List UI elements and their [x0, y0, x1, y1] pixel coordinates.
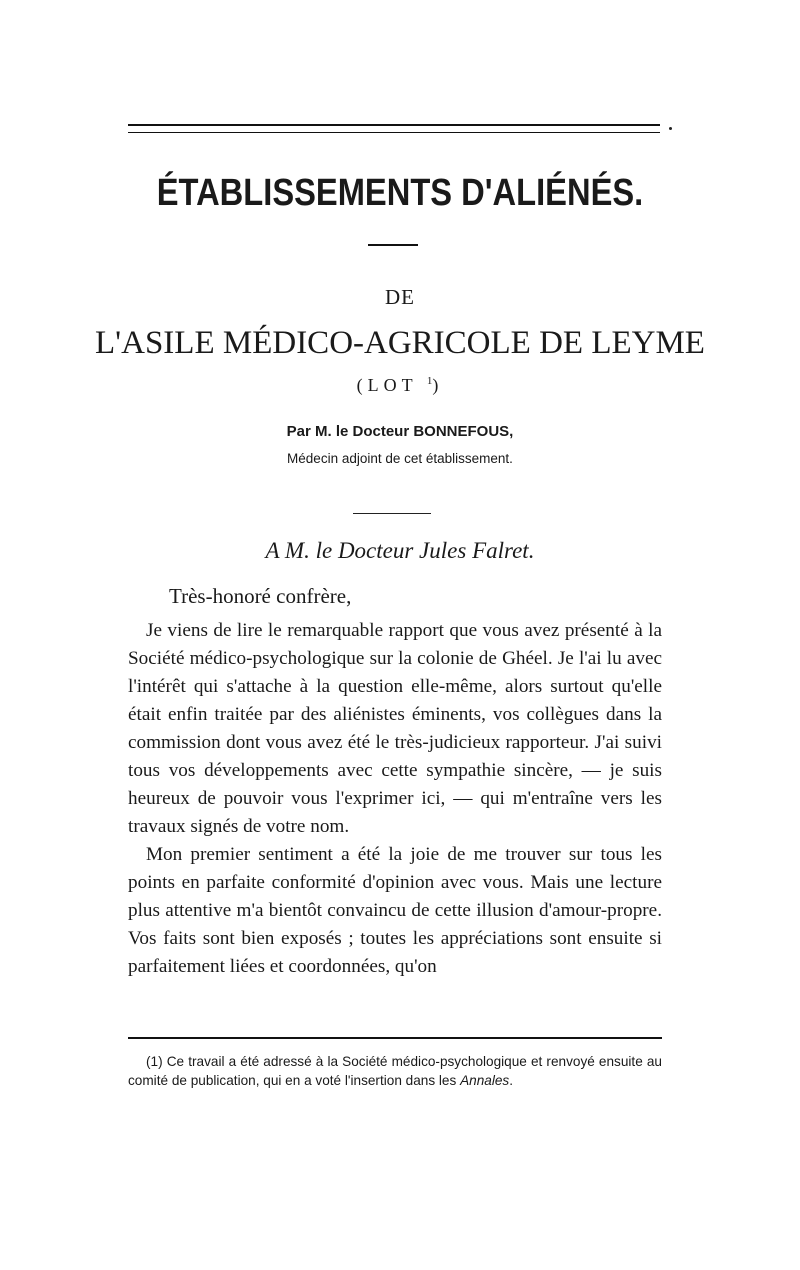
- byline-separator: [353, 513, 431, 514]
- article-title: L'ASILE MÉDICO-AGRICOLE DE LEYME: [95, 325, 705, 361]
- location-close: ): [432, 375, 444, 395]
- section-title: ÉTABLISSEMENTS D'ALIÉNÉS.: [156, 172, 644, 214]
- body-text: [128, 617, 662, 981]
- top-double-rule: [128, 124, 660, 133]
- location-line: [0, 375, 800, 396]
- heading-de: DE: [385, 285, 415, 309]
- footnote-text: (1) Ce travail a été adressé à la Société médico-psychologique et renvoyé ensuite au comité de publication, qui en a voté l'insertion dans les: [128, 1054, 662, 1088]
- salutation: Très-honoré confrère,: [169, 584, 352, 608]
- title-separator: [368, 244, 418, 246]
- location-text: (LOT: [356, 375, 427, 395]
- footnote-end: .: [509, 1073, 513, 1088]
- paragraph: Je viens de lire le remarquable rapport que vous avez présenté à la Société médico-psychologique sur la colonie de Ghéel. Je l'ai lu avec l'intérêt qui s'attache à la question elle-même, alors surtout qu'elle était enfin traitée par des aliénistes éminents, vos collègues dans la commission dont vous avez été le très-judicieux rapporteur. J'ai suivi tous vos développements avec cette sympathie sincère, — je suis heureux de pouvoir vous l'exprimer ici, — qui m'entraîne vers les travaux signés de votre nom.: [128, 620, 662, 837]
- author-byline: Par M. le Docteur BONNEFOUS,: [286, 423, 514, 440]
- author-affiliation: Médecin adjoint de cet établissement.: [287, 451, 513, 466]
- footnote-paragraph: [128, 1052, 662, 1090]
- footnote-rule: [128, 1037, 662, 1039]
- footnote-italic: Annales: [460, 1073, 510, 1088]
- footnote-marker: 1: [426, 375, 433, 387]
- footnote: [128, 1052, 662, 1090]
- dedication: A M. le Docteur Jules Falret.: [265, 538, 535, 563]
- rule-end-dot: [669, 127, 672, 130]
- paragraph: Mon premier sentiment a été la joie de me trouver sur tous les points en parfaite conformité d'opinion avec vous. Mais une lecture plus attentive m'a bientôt convaincu de cette illusion d'amour-propre. Vos faits sont bien exposés ; toutes les appréciations sont ensuite si parfaitement liées et coordonnées, qu'on: [128, 844, 662, 977]
